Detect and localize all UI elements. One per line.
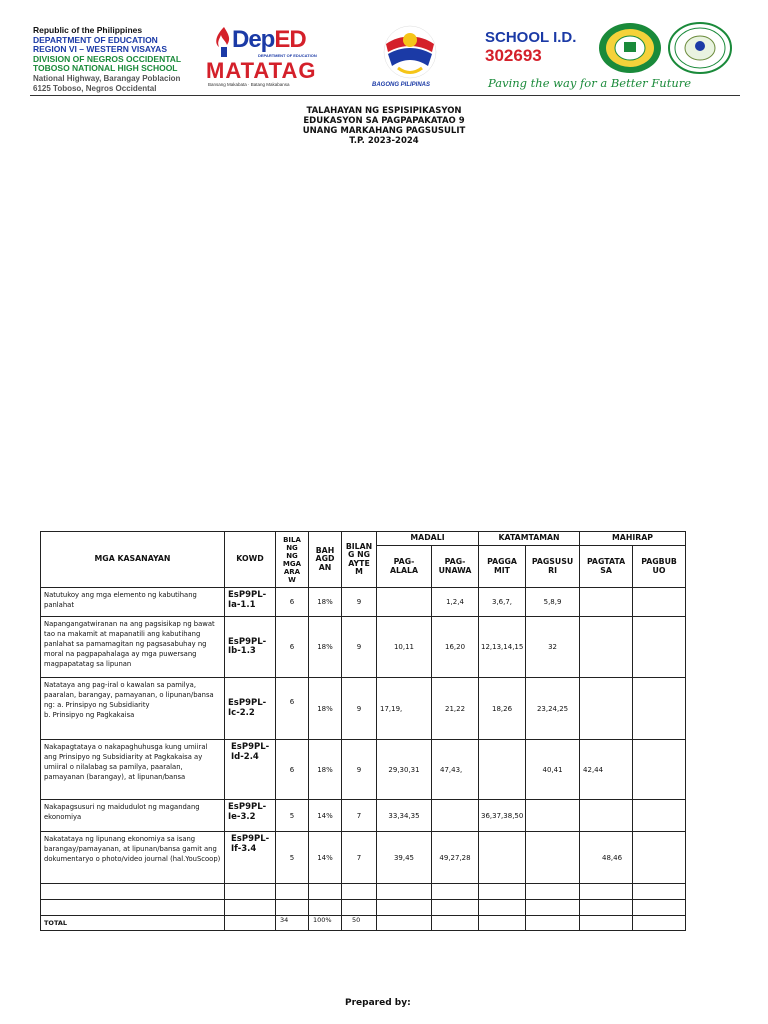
pag-alala-cell: 10,11	[377, 617, 432, 678]
dept-tagline: DEPARTMENT OF EDUCATION	[258, 53, 317, 58]
pagsusuri-cell	[526, 832, 580, 884]
pag-unawa-cell: 16,20	[432, 617, 479, 678]
table-row	[41, 588, 686, 617]
blank-cell	[432, 916, 479, 931]
blank-cell	[479, 916, 526, 931]
code-cell: EsP9PL- Id-2.4	[225, 740, 276, 800]
header-skills: MGA KASANAYAN	[41, 532, 225, 588]
header-days: BILA NG NG MGA ARA W	[276, 532, 309, 588]
blank-cell	[41, 900, 225, 916]
ed-text: ED	[274, 26, 306, 53]
days-cell: 6	[276, 588, 309, 617]
percent-cell: 18%	[309, 617, 342, 678]
table-row	[41, 800, 686, 832]
prepared-by-label: Prepared by:	[345, 998, 411, 1008]
header-katamtaman: KATAMTAMAN	[479, 532, 580, 546]
paggamit-cell	[479, 832, 526, 884]
blank-cell	[225, 884, 276, 900]
items-cell: 9	[342, 588, 377, 617]
paggamit-cell	[479, 740, 526, 800]
items-cell: 9	[342, 617, 377, 678]
division-seal-icon	[668, 22, 732, 72]
pagbubuo-cell	[633, 588, 686, 617]
pagbubuo-cell	[633, 740, 686, 800]
pag-unawa-cell: 49,27,28	[432, 832, 479, 884]
code-cell: EsP9PL- Ib-1.3	[225, 617, 276, 678]
days-cell: 6	[276, 678, 309, 740]
header-code: KOWD	[225, 532, 276, 588]
pagbubuo-cell	[633, 617, 686, 678]
blank-cell	[526, 884, 580, 900]
pagtatasa-cell	[580, 588, 633, 617]
skill-cell: Natataya ang pag-iral o kawalan sa pamilya, paaralan, barangay, pamayanan, o lipunan/bansa ng: a. Prinsipyo ng Subsidiarity b. Prinsipyo ng Pagkakaisa	[41, 678, 225, 740]
agency-address-block	[33, 26, 181, 93]
skill-cell: Nakapagtataya o nakapaghuhusga kung umiiral ang Prinsipyo ng Subsidiarity at Pagkakaisa ay umiiral o nilalabag sa pamilya, paaralan, pamayanan (barangay), at lipunan/bansa	[41, 740, 225, 800]
header-items: BILAN G NG AYTE M	[342, 532, 377, 588]
header-pag-alala: PAG- ALALA	[377, 546, 432, 588]
agency-line: 6125 Toboso, Negros Occidental	[33, 83, 157, 93]
agency-line: TOBOSO NATIONAL HIGH SCHOOL	[33, 63, 178, 74]
total-label: TOTAL	[41, 916, 225, 931]
blank-cell	[225, 916, 276, 931]
agency-line: DIVISION OF NEGROS OCCIDENTAL	[33, 53, 182, 64]
blank-cell	[633, 884, 686, 900]
header-pagbubuo: PAGBUB UO	[633, 546, 686, 588]
title-line: UNANG MARKAHANG PAGSUSULIT	[302, 126, 466, 136]
header-madali: MADALI	[377, 532, 479, 546]
pagbubuo-cell	[633, 800, 686, 832]
total-items: 50	[342, 916, 377, 931]
blank-cell	[526, 916, 580, 931]
pagtatasa-cell	[580, 678, 633, 740]
pag-unawa-cell: 1,2,4	[432, 588, 479, 617]
percent-cell: 14%	[309, 832, 342, 884]
deped-wordmark	[232, 26, 306, 54]
school-motto: Paving the way for a Better Future	[488, 76, 692, 90]
table-row	[41, 740, 686, 800]
pag-alala-cell: 29,30,31	[377, 740, 432, 800]
blank-cell	[377, 900, 432, 916]
percent-cell: 14%	[309, 800, 342, 832]
school-id-label: SCHOOL I.D.	[485, 29, 577, 46]
skill-cell: Natutukoy ang mga elemento ng kabutihang panlahat	[41, 588, 225, 617]
code-cell: EsP9PL- Ic-2.2	[225, 678, 276, 740]
school-id-block	[485, 20, 745, 95]
pag-unawa-cell: 21,22	[432, 678, 479, 740]
school-seal-icon	[598, 22, 662, 72]
table-row	[41, 617, 686, 678]
header-paggamit: PAGGA MIT	[479, 546, 526, 588]
header-mahirap: MAHIRAP	[580, 532, 686, 546]
items-cell: 9	[342, 740, 377, 800]
school-id-number: 302693	[485, 46, 542, 65]
agency-line: DEPARTMENT OF EDUCATION	[33, 34, 158, 45]
agency-line: National Highway, Barangay Poblacion	[33, 73, 181, 83]
blank-row	[41, 900, 686, 916]
matatag-wordmark: MATATAG	[206, 58, 317, 83]
blank-cell	[276, 900, 309, 916]
pagtatasa-cell	[580, 617, 633, 678]
code-cell: EsP9PL- If-3.4	[225, 832, 276, 884]
agency-line: REGION VI – WESTERN VISAYAS	[33, 44, 167, 55]
letterhead	[30, 20, 740, 96]
blank-cell	[526, 900, 580, 916]
table-row	[41, 678, 686, 740]
percent-cell: 18%	[309, 740, 342, 800]
percent-cell: 18%	[309, 678, 342, 740]
blank-cell	[580, 916, 633, 931]
pagsusuri-cell: 32	[526, 617, 580, 678]
days-cell: 5	[276, 800, 309, 832]
blank-cell	[580, 884, 633, 900]
pag-unawa-cell	[432, 800, 479, 832]
percent-cell: 18%	[309, 588, 342, 617]
bagong-pilipinas-logo	[370, 22, 450, 92]
bagong-pilipinas-emblem-icon	[370, 22, 450, 82]
pagbubuo-cell	[633, 678, 686, 740]
blank-cell	[479, 900, 526, 916]
table-of-specifications	[40, 531, 686, 931]
blank-cell	[479, 884, 526, 900]
blank-cell	[309, 900, 342, 916]
header-percent: BAH AGD AN	[309, 532, 342, 588]
deped-matatag-logo	[206, 22, 356, 92]
pag-alala-cell	[377, 588, 432, 617]
paggamit-cell: 36,37,38,50	[479, 800, 526, 832]
matatag-tagline: Bansang Makabata · Batang Makabansa	[208, 82, 290, 87]
document-title	[0, 106, 768, 146]
blank-cell	[432, 884, 479, 900]
pagsusuri-cell: 40,41	[526, 740, 580, 800]
header-pagsusuri: PAGSUSU RI	[526, 546, 580, 588]
pagtatasa-cell: 48,46	[580, 832, 633, 884]
table-row	[41, 832, 686, 884]
pag-alala-cell: 33,34,35	[377, 800, 432, 832]
pag-alala-cell: 17,19,	[377, 678, 432, 740]
pagtatasa-cell	[580, 800, 633, 832]
blank-row	[41, 884, 686, 900]
items-cell: 9	[342, 678, 377, 740]
paggamit-cell: 18,26	[479, 678, 526, 740]
code-cell: EsP9PL- Ia-1.1	[225, 588, 276, 617]
code-cell: EsP9PL- Ie-3.2	[225, 800, 276, 832]
pag-unawa-cell: 47,43,	[432, 740, 479, 800]
blank-cell	[377, 916, 432, 931]
paggamit-cell: 12,13,14,15	[479, 617, 526, 678]
pagsusuri-cell: 5,8,9	[526, 588, 580, 617]
blank-cell	[41, 884, 225, 900]
bagong-pilipinas-label: BAGONG PILIPINAS	[372, 82, 431, 88]
days-cell: 5	[276, 832, 309, 884]
days-cell: 6	[276, 740, 309, 800]
header-pagtatasa: PAGTATA SA	[580, 546, 633, 588]
blank-cell	[309, 884, 342, 900]
pag-alala-cell: 39,45	[377, 832, 432, 884]
pagbubuo-cell	[633, 832, 686, 884]
items-cell: 7	[342, 800, 377, 832]
skill-cell: Napangangatwiranan na ang pagsisikap ng bawat tao na makamit at mapanatili ang kabutihang panlahat sa pamamagitan ng pagsasabuhay ng moral na pagpapahalaga ay mga puwersang magpapatatag sa lipunan	[41, 617, 225, 678]
skill-cell: Nakatataya ng lipunang ekonomiya sa isang barangay/pamayanan, at lipunan/bansa gamit ang dokumentaryo o photo/video journal (hal.YouScoop)	[41, 832, 225, 884]
paggamit-cell: 3,6,7,	[479, 588, 526, 617]
blank-cell	[342, 900, 377, 916]
blank-cell	[342, 884, 377, 900]
blank-cell	[432, 900, 479, 916]
items-cell: 7	[342, 832, 377, 884]
total-row	[41, 916, 686, 931]
blank-cell	[276, 884, 309, 900]
skill-cell: Nakapagsusuri ng maidudulot ng magandang ekonomiya	[41, 800, 225, 832]
pagsusuri-cell	[526, 800, 580, 832]
pagtatasa-cell: 42,44	[580, 740, 633, 800]
blank-cell	[580, 900, 633, 916]
total-days: 34	[276, 916, 309, 931]
blank-cell	[225, 900, 276, 916]
header-pag-unawa: PAG- UNAWA	[432, 546, 479, 588]
days-cell: 6	[276, 617, 309, 678]
blank-cell	[633, 916, 686, 931]
title-line: T.P. 2023-2024	[349, 136, 419, 146]
total-percent: 100%	[309, 916, 342, 931]
blank-cell	[633, 900, 686, 916]
agency-line: Republic of the Philippines	[33, 25, 143, 35]
pagsusuri-cell: 23,24,25	[526, 678, 580, 740]
title-line: TALAHAYAN NG ESPISIPIKASYON	[306, 106, 462, 116]
title-line: EDUKASYON SA PAGPAPAKATAO 9	[303, 116, 465, 126]
dep-text: Dep	[232, 26, 275, 53]
blank-cell	[377, 884, 432, 900]
